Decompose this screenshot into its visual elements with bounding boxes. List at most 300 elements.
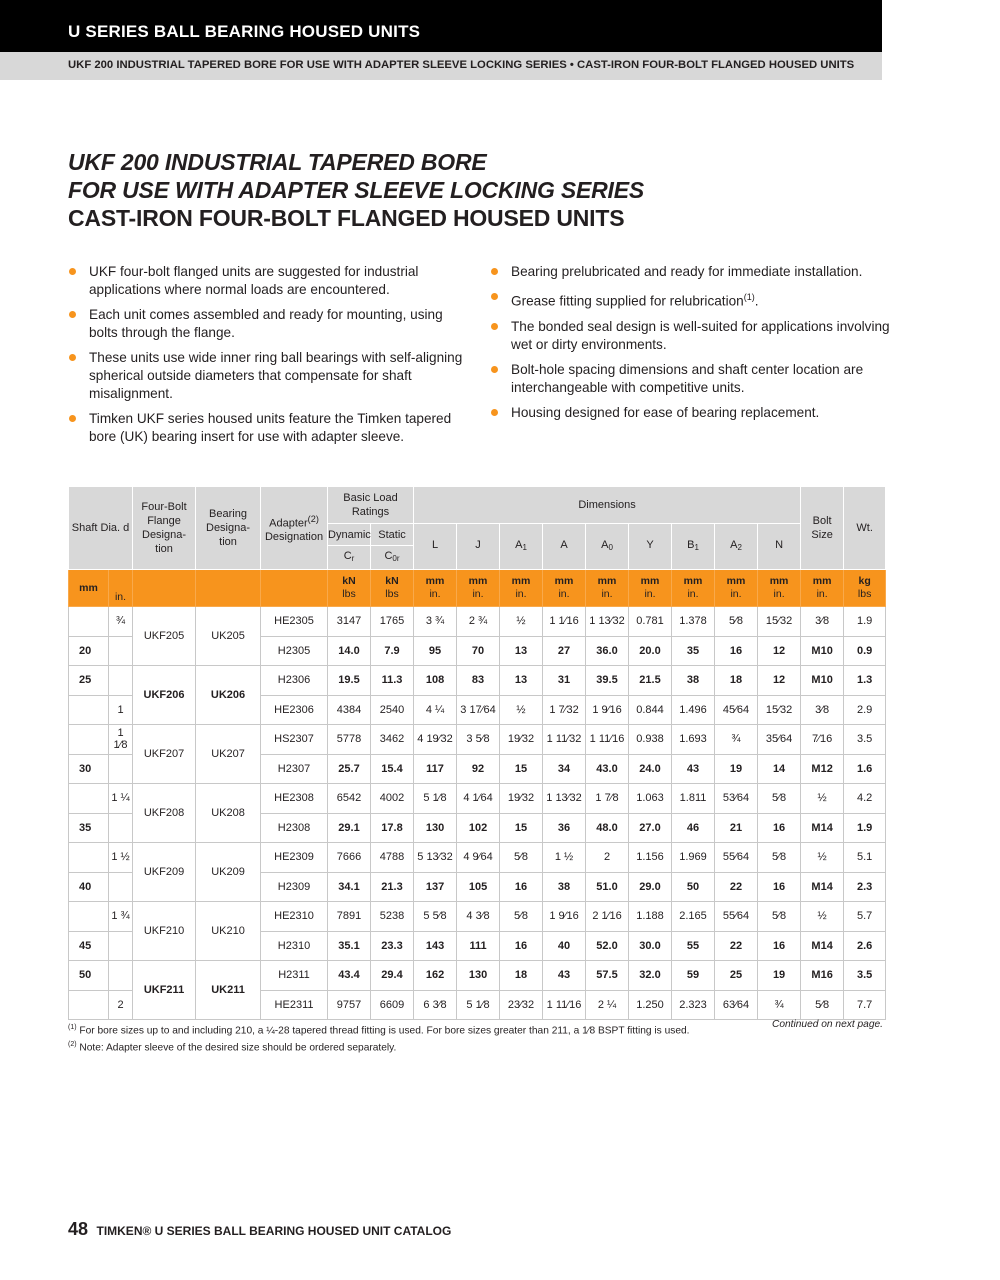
cell-dimension: ¾: [715, 725, 758, 755]
cell-dimension: 108: [414, 666, 457, 696]
cell-bearing-designation: UK210: [196, 902, 261, 961]
cell-dimension: 15: [500, 813, 543, 843]
cell-dimension: 43: [672, 754, 715, 784]
cell-dimension: 5 5⁄8: [414, 902, 457, 932]
cell-dimension: 16: [758, 813, 801, 843]
cell-bolt: M12: [801, 754, 844, 784]
cell-bolt: M10: [801, 636, 844, 666]
cell-dimension: 102: [457, 813, 500, 843]
cell-shaft-in: [109, 961, 133, 991]
cell-dimension: 1 11⁄16: [543, 990, 586, 1020]
cell-weight: 7.7: [844, 990, 886, 1020]
cell-static: 4788: [371, 843, 414, 873]
cell-static: 11.3: [371, 666, 414, 696]
cell-dimension: 6 3⁄8: [414, 990, 457, 1020]
cell-adapter: H2305: [261, 636, 328, 666]
cell-static: 7.9: [371, 636, 414, 666]
cell-shaft-in: [109, 813, 133, 843]
cell-dimension: 38: [543, 872, 586, 902]
cell-shaft-in: 1 ¾: [109, 902, 133, 932]
cell-dimension: 21: [715, 813, 758, 843]
cell-bolt: M10: [801, 666, 844, 696]
unit-mm-in: mm in.: [414, 570, 457, 607]
bullet-dot-icon: [69, 311, 76, 318]
feature-text: Housing designed for ease of bearing replacement.: [511, 404, 820, 420]
cell-dimension: 15⁄32: [758, 695, 801, 725]
cell-dimension: 137: [414, 872, 457, 902]
cell-weight: 2.3: [844, 872, 886, 902]
cell-dimension: 4 1⁄64: [457, 784, 500, 814]
cell-dimension: 46: [672, 813, 715, 843]
cell-dimension: 70: [457, 636, 500, 666]
cell-dimension: 1 7⁄8: [586, 784, 629, 814]
feature-item: [490, 263, 890, 281]
cell-dimension: 1.250: [629, 990, 672, 1020]
cell-weight: 1.3: [844, 666, 886, 696]
col-header-dim-B1: $B_1$: [672, 524, 715, 570]
cell-unit-designation: UKF207: [133, 725, 196, 784]
cell-dynamic: 34.1: [328, 872, 371, 902]
cell-dimension: 14: [758, 754, 801, 784]
table-row: [69, 607, 886, 637]
bullet-dot-icon: [491, 293, 498, 300]
cell-dimension: 19: [715, 754, 758, 784]
cell-dimension: 92: [457, 754, 500, 784]
cell-dimension: 19⁄32: [500, 725, 543, 755]
cell-dimension: 36: [543, 813, 586, 843]
cell-dimension: 1.063: [629, 784, 672, 814]
unit-mm-in: mm in.: [715, 570, 758, 607]
cell-dimension: 2: [586, 843, 629, 873]
cell-adapter: H2310: [261, 931, 328, 961]
cell-bolt: ½: [801, 843, 844, 873]
cell-dimension: 35: [672, 636, 715, 666]
cell-shaft-in: [109, 636, 133, 666]
cell-dimension: 24.0: [629, 754, 672, 784]
cell-dimension: 25: [715, 961, 758, 991]
cell-dimension: 5⁄8: [758, 784, 801, 814]
cell-dimension: 51.0: [586, 872, 629, 902]
cell-dimension: 13: [500, 666, 543, 696]
col-header-dynamic: Dynamic: [328, 524, 371, 546]
feature-text: Bolt-hole spacing dimensions and shaft center location are interchangeable with competitive units.: [511, 361, 864, 395]
feature-text-end: .: [754, 293, 759, 309]
col-header-load-ratings: Basic Load Ratings: [328, 487, 414, 524]
cell-shaft-in: [109, 872, 133, 902]
cell-dimension: 15: [500, 754, 543, 784]
adapter-label: Adapter: [269, 517, 308, 530]
cell-unit-designation: UKF205: [133, 607, 196, 666]
cell-dimension: 12: [758, 666, 801, 696]
cell-bolt: 3⁄8: [801, 607, 844, 637]
col-header-bolt: Bolt Size: [801, 487, 844, 570]
subtitle-bar: UKF 200 INDUSTRIAL TAPERED BORE FOR USE WITH ADAPTER SLEEVE LOCKING SERIES • CAST-IRON FOUR-BOLT FLANGED HOUSED UNITS: [0, 52, 882, 80]
unit-in: in.: [109, 570, 133, 607]
bullet-dot-icon: [69, 415, 76, 422]
cell-static: 29.4: [371, 961, 414, 991]
cell-dynamic: 19.5: [328, 666, 371, 696]
cell-shaft-mm: 50: [69, 961, 109, 991]
cell-dynamic: 4384: [328, 695, 371, 725]
cell-dimension: 111: [457, 931, 500, 961]
cell-dimension: 45⁄64: [715, 695, 758, 725]
bullet-dot-icon: [491, 268, 498, 275]
cell-weight: 1.6: [844, 754, 886, 784]
cell-static: 5238: [371, 902, 414, 932]
unit-kn-lbs: kN lbs: [328, 570, 371, 607]
feature-item: [68, 306, 468, 342]
cell-shaft-mm: 20: [69, 636, 109, 666]
unit-blank: [133, 570, 196, 607]
unit-mm-in: mm in.: [629, 570, 672, 607]
cell-dimension: ½: [500, 695, 543, 725]
cell-dimension: 19: [758, 961, 801, 991]
cell-shaft-mm: 45: [69, 931, 109, 961]
cell-dimension: 40: [543, 931, 586, 961]
cell-shaft-in: [109, 754, 133, 784]
unit-mm-in: mm in.: [500, 570, 543, 607]
cell-dimension: 1 11⁄16: [586, 725, 629, 755]
cell-weight: 1.9: [844, 607, 886, 637]
cell-bearing-designation: UK206: [196, 666, 261, 725]
cell-shaft-mm: [69, 695, 109, 725]
cell-bolt: 7⁄16: [801, 725, 844, 755]
cell-dimension: 57.5: [586, 961, 629, 991]
cell-static: 1765: [371, 607, 414, 637]
cell-dimension: 43.0: [586, 754, 629, 784]
cell-dimension: 2 1⁄16: [586, 902, 629, 932]
cell-dimension: 4 3⁄8: [457, 902, 500, 932]
cell-shaft-mm: 25: [69, 666, 109, 696]
cell-dimension: ¾: [758, 990, 801, 1020]
feature-item: [68, 349, 468, 403]
cell-dimension: 53⁄64: [715, 784, 758, 814]
bullet-dot-icon: [69, 268, 76, 275]
page-footer: [68, 1219, 451, 1240]
cell-adapter: HE2308: [261, 784, 328, 814]
cell-dimension: 4 9⁄64: [457, 843, 500, 873]
cell-dimension: 19⁄32: [500, 784, 543, 814]
cell-dimension: 13: [500, 636, 543, 666]
feature-text: Each unit comes assembled and ready for mounting, using bolts through the flange.: [89, 307, 443, 340]
cell-dimension: 1 9⁄16: [586, 695, 629, 725]
feature-item: [490, 404, 890, 422]
footnote-2: $^{(2)}$ Note: Adapter sleeve of the desired size should be ordered separately.: [68, 1041, 397, 1054]
cell-weight: 5.7: [844, 902, 886, 932]
cell-bearing-designation: UK211: [196, 961, 261, 1020]
col-header-dim-A: A: [543, 524, 586, 570]
col-header-dim-J: J: [457, 524, 500, 570]
cell-shaft-in: 1 ½: [109, 843, 133, 873]
cell-dynamic: 7891: [328, 902, 371, 932]
cell-dimension: 0.938: [629, 725, 672, 755]
cell-weight: 5.1: [844, 843, 886, 873]
title-line-1: UKF 200 INDUSTRIAL TAPERED BORE: [68, 149, 487, 175]
cell-shaft-mm: 35: [69, 813, 109, 843]
cell-static: 3462: [371, 725, 414, 755]
series-header-bar: U SERIES BALL BEARING HOUSED UNITS: [0, 0, 882, 52]
cell-dimension: 55⁄64: [715, 843, 758, 873]
footnote-ref: (2): [307, 513, 319, 524]
cell-dimension: 0.844: [629, 695, 672, 725]
col-header-bearing: Bearing Designa- tion: [196, 487, 261, 570]
cell-dimension: 95: [414, 636, 457, 666]
footnote-ref: (1): [743, 292, 755, 302]
cell-dimension: 2.165: [672, 902, 715, 932]
continued-note: Continued on next page.: [771, 1019, 883, 1030]
cell-bearing-designation: UK209: [196, 843, 261, 902]
cell-dimension: 31: [543, 666, 586, 696]
cell-adapter: HS2307: [261, 725, 328, 755]
cell-dimension: 105: [457, 872, 500, 902]
adapter-suffix: Designation: [264, 531, 324, 544]
col-header-dimensions: Dimensions: [414, 487, 801, 524]
unit-mm: mm: [69, 570, 109, 607]
col-header-dim-L: L: [414, 524, 457, 570]
cell-dynamic: 5778: [328, 725, 371, 755]
cell-dimension: 55: [672, 931, 715, 961]
cell-dynamic: 29.1: [328, 813, 371, 843]
col-header-dim-A0: $A_0$: [586, 524, 629, 570]
cell-dimension: 5 1⁄8: [414, 784, 457, 814]
cell-dimension: 39.5: [586, 666, 629, 696]
cell-dynamic: 43.4: [328, 961, 371, 991]
col-header-cr: $C_r$: [328, 546, 371, 570]
cell-dynamic: 3147: [328, 607, 371, 637]
cell-dimension: 130: [457, 961, 500, 991]
page-number: 48: [68, 1219, 89, 1239]
cell-bolt: M14: [801, 813, 844, 843]
cell-unit-designation: UKF209: [133, 843, 196, 902]
feature-item: [490, 361, 890, 397]
feature-item: [490, 288, 890, 311]
cell-unit-designation: UKF206: [133, 666, 196, 725]
cell-dimension: 18: [715, 666, 758, 696]
cell-dimension: 5⁄8: [500, 843, 543, 873]
cell-shaft-mm: [69, 784, 109, 814]
cell-adapter: H2311: [261, 961, 328, 991]
cell-dimension: 1.188: [629, 902, 672, 932]
cell-dimension: 35⁄64: [758, 725, 801, 755]
cell-shaft-mm: [69, 990, 109, 1020]
cell-dimension: 48.0: [586, 813, 629, 843]
cell-dimension: 27: [543, 636, 586, 666]
cell-shaft-in: [109, 666, 133, 696]
bullet-dot-icon: [491, 409, 498, 416]
cell-static: 4002: [371, 784, 414, 814]
cell-dimension: 32.0: [629, 961, 672, 991]
cell-dimension: 38: [672, 666, 715, 696]
cell-dimension: 23⁄32: [500, 990, 543, 1020]
feature-list-right: [490, 263, 890, 429]
cell-dimension: 59: [672, 961, 715, 991]
unit-mm-in: mm in.: [672, 570, 715, 607]
cell-dimension: 1.496: [672, 695, 715, 725]
cell-dimension: 117: [414, 754, 457, 784]
bullet-dot-icon: [491, 366, 498, 373]
cell-dimension: 5⁄8: [758, 843, 801, 873]
footnotes: [68, 1021, 690, 1056]
cell-shaft-mm: [69, 843, 109, 873]
cell-dimension: 34: [543, 754, 586, 784]
feature-item: [68, 410, 468, 446]
col-header-dim-Y: Y: [629, 524, 672, 570]
cell-dimension: 1 9⁄16: [543, 902, 586, 932]
cell-shaft-in: [109, 931, 133, 961]
cell-dimension: 5⁄8: [758, 902, 801, 932]
unit-mm-in: mm in.: [801, 570, 844, 607]
cell-bearing-designation: UK208: [196, 784, 261, 843]
cell-dimension: 18: [500, 961, 543, 991]
cell-unit-designation: UKF210: [133, 902, 196, 961]
cell-weight: 0.9: [844, 636, 886, 666]
page-title: [68, 148, 868, 232]
cell-dimension: 143: [414, 931, 457, 961]
cell-shaft-mm: 30: [69, 754, 109, 784]
cell-dimension: 22: [715, 872, 758, 902]
cell-shaft-mm: [69, 725, 109, 755]
cell-static: 17.8: [371, 813, 414, 843]
col-header-static: Static: [371, 524, 414, 546]
cell-unit-designation: UKF208: [133, 784, 196, 843]
table-row: [69, 902, 886, 932]
cell-dimension: 20.0: [629, 636, 672, 666]
cell-dimension: 1 13⁄32: [543, 784, 586, 814]
col-header-shaft: Shaft Dia. d: [69, 487, 133, 570]
cell-static: 21.3: [371, 872, 414, 902]
cell-adapter: H2309: [261, 872, 328, 902]
cell-dimension: 2 ¼: [586, 990, 629, 1020]
cell-dimension: 29.0: [629, 872, 672, 902]
cell-dimension: 16: [758, 872, 801, 902]
feature-text: UKF four-bolt flanged units are suggested for industrial applications where normal loads are encountered.: [89, 264, 419, 297]
cell-adapter: HE2306: [261, 695, 328, 725]
cell-shaft-in: 1 ¼: [109, 784, 133, 814]
col-header-dim-A2: $A_2$: [715, 524, 758, 570]
feature-text: The bonded seal design is well-suited for applications involving wet or dirty environments.: [511, 318, 890, 352]
cell-bearing-designation: UK205: [196, 607, 261, 666]
table-row: [69, 843, 886, 873]
cell-dynamic: 25.7: [328, 754, 371, 784]
cell-shaft-in: ¾: [109, 607, 133, 637]
cell-dimension: 16: [715, 636, 758, 666]
unit-mm-in: mm in.: [457, 570, 500, 607]
col-header-c0r: $C_{0r}$: [371, 546, 414, 570]
cell-bolt: 3⁄8: [801, 695, 844, 725]
cell-dimension: 1.156: [629, 843, 672, 873]
col-header-dim-A1: $A_1$: [500, 524, 543, 570]
cell-dynamic: 14.0: [328, 636, 371, 666]
cell-bolt: M14: [801, 872, 844, 902]
cell-adapter: H2306: [261, 666, 328, 696]
feature-text: These units use wide inner ring ball bearings with self-aligning spherical outside diameters that compensate for shaft misalignment.: [89, 350, 463, 401]
cell-bearing-designation: UK207: [196, 725, 261, 784]
cell-shaft-in: 2: [109, 990, 133, 1020]
cell-weight: 4.2: [844, 784, 886, 814]
bullet-dot-icon: [491, 323, 498, 330]
cell-dimension: 2.323: [672, 990, 715, 1020]
footnote-1: $^{(1)}$ For bore sizes up to and including 210, a ¼-28 tapered thread fitting is used. For bore sizes greater than 211, a 1⁄8 BSPT fitting is used.: [68, 1024, 690, 1037]
title-line-3: CAST-IRON FOUR-BOLT FLANGED HOUSED UNITS: [68, 205, 625, 231]
cell-adapter: HE2309: [261, 843, 328, 873]
cell-dimension: 52.0: [586, 931, 629, 961]
title-line-2: FOR USE WITH ADAPTER SLEEVE LOCKING SERIES: [68, 177, 645, 203]
cell-adapter: HE2310: [261, 902, 328, 932]
cell-dimension: 22: [715, 931, 758, 961]
cell-dimension: 1 13⁄32: [586, 607, 629, 637]
cell-dynamic: 6542: [328, 784, 371, 814]
cell-dimension: 2 ¾: [457, 607, 500, 637]
cell-bolt: ½: [801, 902, 844, 932]
cell-adapter: HE2305: [261, 607, 328, 637]
cell-dimension: 162: [414, 961, 457, 991]
cell-dimension: 16: [500, 872, 543, 902]
unit-blank: [261, 570, 328, 607]
cell-weight: 3.5: [844, 961, 886, 991]
cell-dynamic: 35.1: [328, 931, 371, 961]
cell-dimension: 50: [672, 872, 715, 902]
cell-static: 15.4: [371, 754, 414, 784]
cell-dimension: 12: [758, 636, 801, 666]
cell-dimension: ½: [500, 607, 543, 637]
cell-dimension: 1 11⁄32: [543, 725, 586, 755]
feature-item: [68, 263, 468, 299]
cell-weight: 2.6: [844, 931, 886, 961]
specifications-table: [68, 486, 886, 1020]
cell-adapter: HE2311: [261, 990, 328, 1020]
cell-dimension: 1.811: [672, 784, 715, 814]
cell-dimension: 36.0: [586, 636, 629, 666]
table-row: [69, 784, 886, 814]
cell-dimension: 55⁄64: [715, 902, 758, 932]
unit-mm-in: mm in.: [543, 570, 586, 607]
cell-weight: 2.9: [844, 695, 886, 725]
cell-dimension: 5 1⁄8: [457, 990, 500, 1020]
cell-dimension: 5 13⁄32: [414, 843, 457, 873]
units-row: [69, 570, 886, 607]
cell-adapter: H2308: [261, 813, 328, 843]
table-row: [69, 725, 886, 755]
cell-dimension: 1.378: [672, 607, 715, 637]
cell-dimension: 1 7⁄32: [543, 695, 586, 725]
cell-dimension: 130: [414, 813, 457, 843]
cell-dimension: 16: [758, 931, 801, 961]
cell-dimension: 63⁄64: [715, 990, 758, 1020]
col-header-flange: Four-Bolt Flange Designa- tion: [133, 487, 196, 570]
cell-dimension: 4 19⁄32: [414, 725, 457, 755]
cell-dimension: 1.969: [672, 843, 715, 873]
col-header-dim-N: N: [758, 524, 801, 570]
cell-shaft-in: 1 1⁄8: [109, 725, 133, 755]
cell-bolt: M16: [801, 961, 844, 991]
col-header-weight: Wt.: [844, 487, 886, 570]
cell-dimension: 3 ¾: [414, 607, 457, 637]
cell-weight: 3.5: [844, 725, 886, 755]
col-header-adapter: [261, 487, 328, 570]
cell-dimension: 3 17⁄64: [457, 695, 500, 725]
cell-dimension: 3 5⁄8: [457, 725, 500, 755]
cell-bolt: M14: [801, 931, 844, 961]
cell-dimension: 5⁄8: [715, 607, 758, 637]
cell-dimension: 83: [457, 666, 500, 696]
cell-dimension: 1 1⁄16: [543, 607, 586, 637]
feature-item: [490, 318, 890, 354]
feature-text: Grease fitting supplied for relubrication: [511, 293, 744, 309]
cell-dynamic: 7666: [328, 843, 371, 873]
bullet-dot-icon: [69, 354, 76, 361]
cell-shaft-mm: [69, 607, 109, 637]
cell-static: 23.3: [371, 931, 414, 961]
